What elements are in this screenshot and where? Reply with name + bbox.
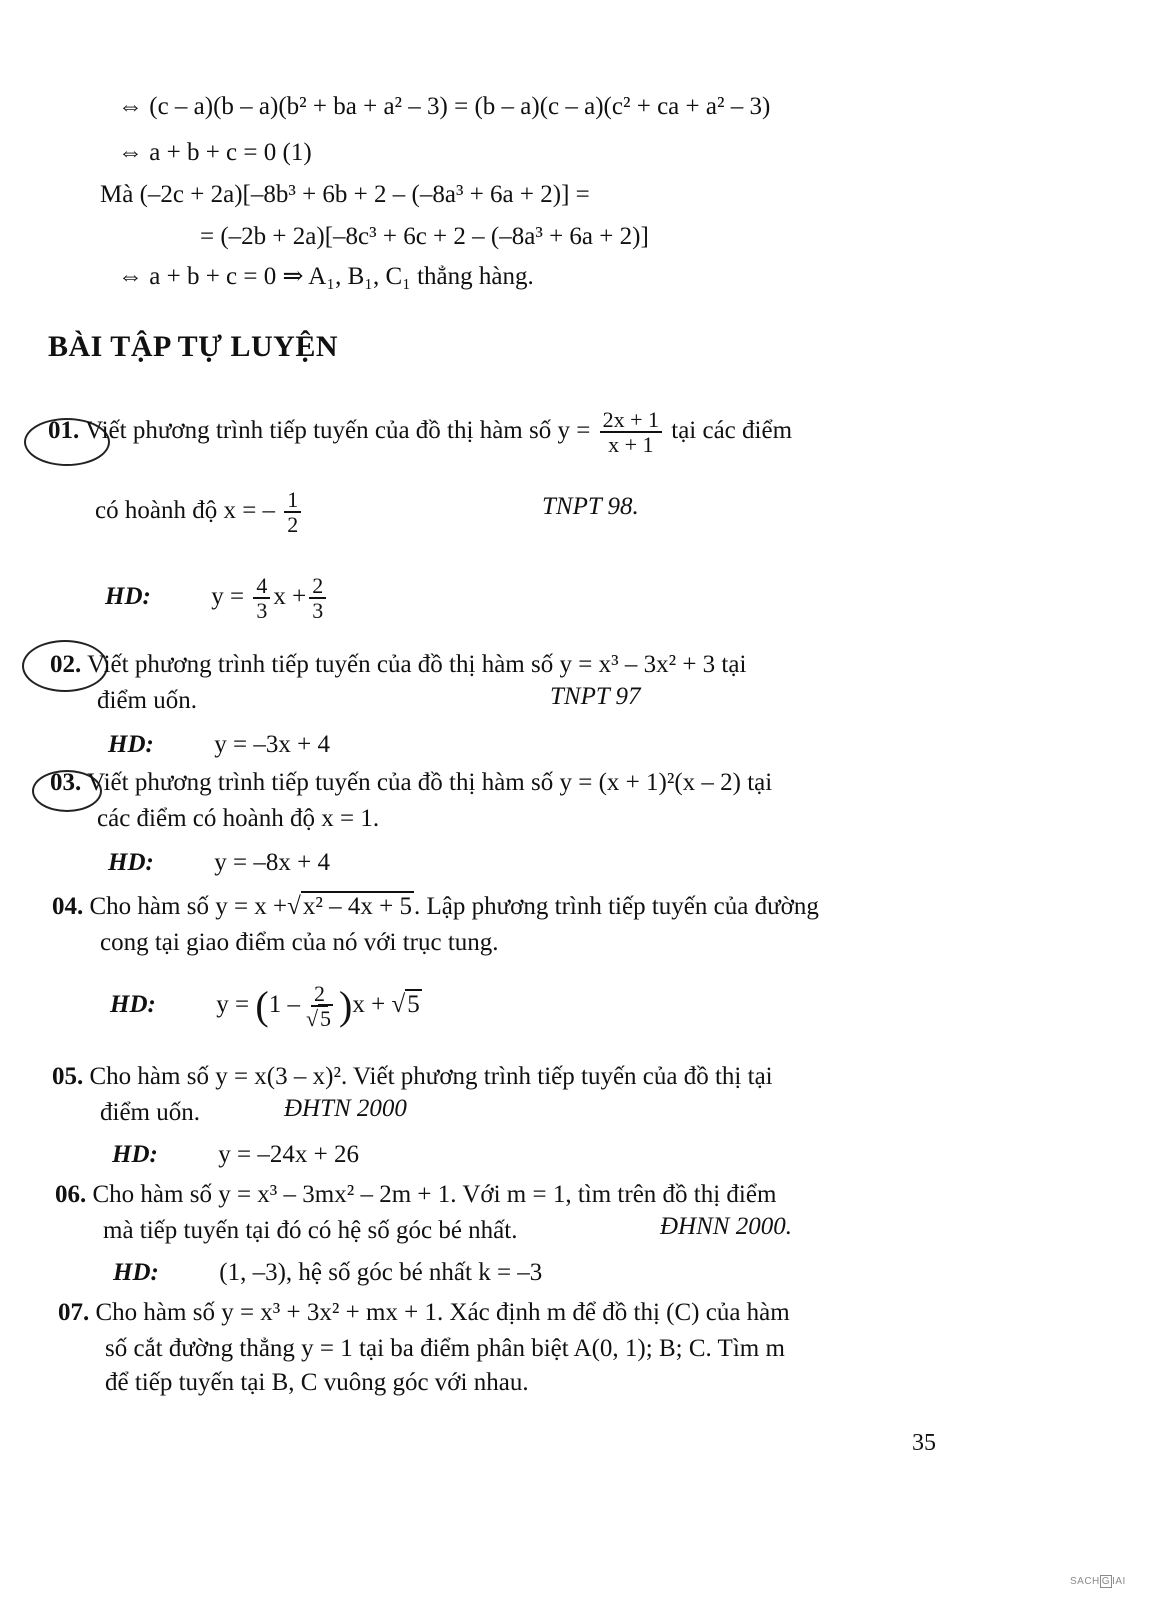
hint-text: x + (352, 990, 386, 1018)
exercise-05 (52, 1062, 773, 1092)
exercise-02 (50, 650, 746, 680)
exercise-source: TNPT 98. (542, 493, 639, 520)
fraction-denominator: x + 1 (608, 432, 654, 458)
hint-text: y = –24x + 26 (218, 1141, 359, 1168)
hint-text: y = (211, 582, 245, 610)
exercise-source: ĐHTN 2000 (284, 1095, 407, 1122)
sqrt-radicand: 5 (407, 990, 420, 1018)
fraction-numerator: 2 (311, 982, 328, 1007)
exercise-text: . Lập phương trình tiếp tuyến của đường (414, 893, 819, 920)
hint-text: y = –8x + 4 (214, 849, 330, 876)
exercise-05-line2: điểm uốn. (100, 1099, 200, 1126)
exercise-text: tại các điểm (671, 416, 793, 444)
exercise-number: 01. (48, 416, 80, 444)
exercise-text: Cho hàm số y = x(3 – x)². Viết phương trình tiếp tuyến của đồ thị tại (89, 1063, 773, 1090)
fraction (600, 408, 662, 456)
right-paren: ) (339, 983, 353, 1029)
fraction-denominator: √5 (305, 1006, 332, 1032)
hint-label: HD: (105, 582, 151, 610)
exercise-04-line2: cong tại giao điểm của nó với trục tung. (100, 929, 499, 956)
intro-line-3: Mà (–2c + 2a)[–8b³ + 6b + 2 – (–8a³ + 6a + 2)] = (100, 181, 590, 208)
intro-line-1: ⇔ (c – a)(b – a)(b² + ba + a² – 3) = (b – a)(c – a)(c² + ca + a² – 3) (118, 93, 771, 120)
fraction-numerator: 2x + 1 (600, 408, 662, 433)
intro-line-5: ⇔ a + b + c = 0 ⇒ A₁, B₁, C₁ thẳng hàng. (118, 263, 534, 290)
exercise-01-line2 (95, 488, 304, 536)
hint-text: (1, –3), hệ số góc bé nhất k = –3 (219, 1259, 543, 1286)
hint-label: HD: (108, 731, 154, 758)
exercise-number: 06. (55, 1181, 87, 1208)
exercise-source: TNPT 97 (550, 683, 641, 710)
exercise-02-line2: điểm uốn. (97, 687, 197, 714)
exercise-01-hint (105, 574, 329, 622)
exercise-text: Viết phương trình tiếp tuyến của đồ thị hàm số y = (85, 416, 591, 444)
sqrt-radicand: 5 (320, 1006, 332, 1032)
exercise-text: Viết phương trình tiếp tuyến của đồ thị hàm số y = x³ – 3x² + 3 tại (87, 651, 747, 678)
hint-label: HD: (113, 1259, 159, 1286)
exercise-number: 02. (50, 651, 82, 678)
fraction (303, 982, 336, 1030)
hint-text: x + (273, 582, 307, 610)
watermark-text: SACH (1070, 1576, 1100, 1587)
fraction (253, 574, 270, 622)
section-heading: BÀI TẬP TỰ LUYỆN (48, 330, 339, 363)
exercise-04 (52, 892, 819, 922)
exercise-03 (50, 768, 772, 798)
exercise-05-hint (112, 1140, 359, 1170)
intro-line-2: ⇔ a + b + c = 0 (1) (118, 139, 312, 166)
exercise-01 (48, 408, 792, 456)
fraction-numerator: 4 (253, 574, 270, 599)
watermark-logo: G (1101, 1576, 1111, 1587)
exercise-number: 07. (58, 1299, 90, 1326)
exercise-03-line2: các điểm có hoành độ x = 1. (97, 805, 380, 832)
page-number: 35 (912, 1430, 936, 1456)
fraction-denominator: 2 (287, 512, 299, 538)
exercise-text: Cho hàm số y = x³ + 3x² + mx + 1. Xác định m để đồ thị (C) của hàm (95, 1299, 790, 1326)
fraction (284, 488, 301, 536)
exercise-text: Viết phương trình tiếp tuyến của đồ thị hàm số y = (x + 1)²(x – 2) tại (87, 769, 773, 796)
fraction-denominator: 3 (312, 598, 324, 624)
watermark-text: IAI (1112, 1576, 1126, 1587)
exercise-02-hint (108, 730, 330, 760)
intro-line-4: = (–2b + 2a)[–8c³ + 6c + 2 – (–8a³ + 6a + 2)] (200, 223, 649, 250)
hint-text: y = –3x + 4 (214, 731, 330, 758)
exercise-07-line3: để tiếp tuyến tại B, C vuông góc với nhau. (105, 1369, 529, 1396)
fraction-denominator: 3 (256, 598, 268, 624)
exercise-06 (55, 1180, 776, 1210)
hint-label: HD: (112, 1141, 158, 1168)
exercise-number: 04. (52, 893, 84, 920)
exercise-07-line2: số cắt đường thẳng y = 1 tại ba điểm phân biệt A(0, 1); B; C. Tìm m (105, 1335, 785, 1362)
left-paren: ( (255, 983, 269, 1029)
hint-label: HD: (110, 990, 156, 1018)
exercise-06-hint (113, 1258, 542, 1288)
exercise-source: ĐHNN 2000. (660, 1213, 792, 1240)
sqrt-symbol: √ (287, 893, 301, 920)
hint-text: y = (216, 990, 250, 1018)
exercise-03-hint (108, 848, 330, 878)
fraction-numerator: 2 (309, 574, 326, 599)
fraction-numerator: 1 (284, 488, 301, 513)
exercise-06-line2: mà tiếp tuyến tại đó có hệ số góc bé nhất. (103, 1217, 518, 1244)
hint-text: 1 – (268, 990, 300, 1018)
watermark (1070, 1575, 1126, 1588)
exercise-number: 05. (52, 1063, 84, 1090)
hint-label: HD: (108, 849, 154, 876)
exercise-number: 03. (50, 769, 82, 796)
fraction (309, 574, 326, 622)
exercise-text: có hoành độ x = – (95, 496, 276, 524)
exercise-text: Cho hàm số y = x³ – 3mx² – 2m + 1. Với m = 1, tìm trên đồ thị điểm (92, 1181, 777, 1208)
exercise-text: Cho hàm số y = x + (89, 893, 288, 920)
sqrt-radicand: x² – 4x + 5 (302, 893, 412, 920)
exercise-07 (58, 1298, 790, 1328)
exercise-04-hint: HD: y = (1 – $\frac{2}{√5}$ )x + √5 (110, 981, 420, 1032)
